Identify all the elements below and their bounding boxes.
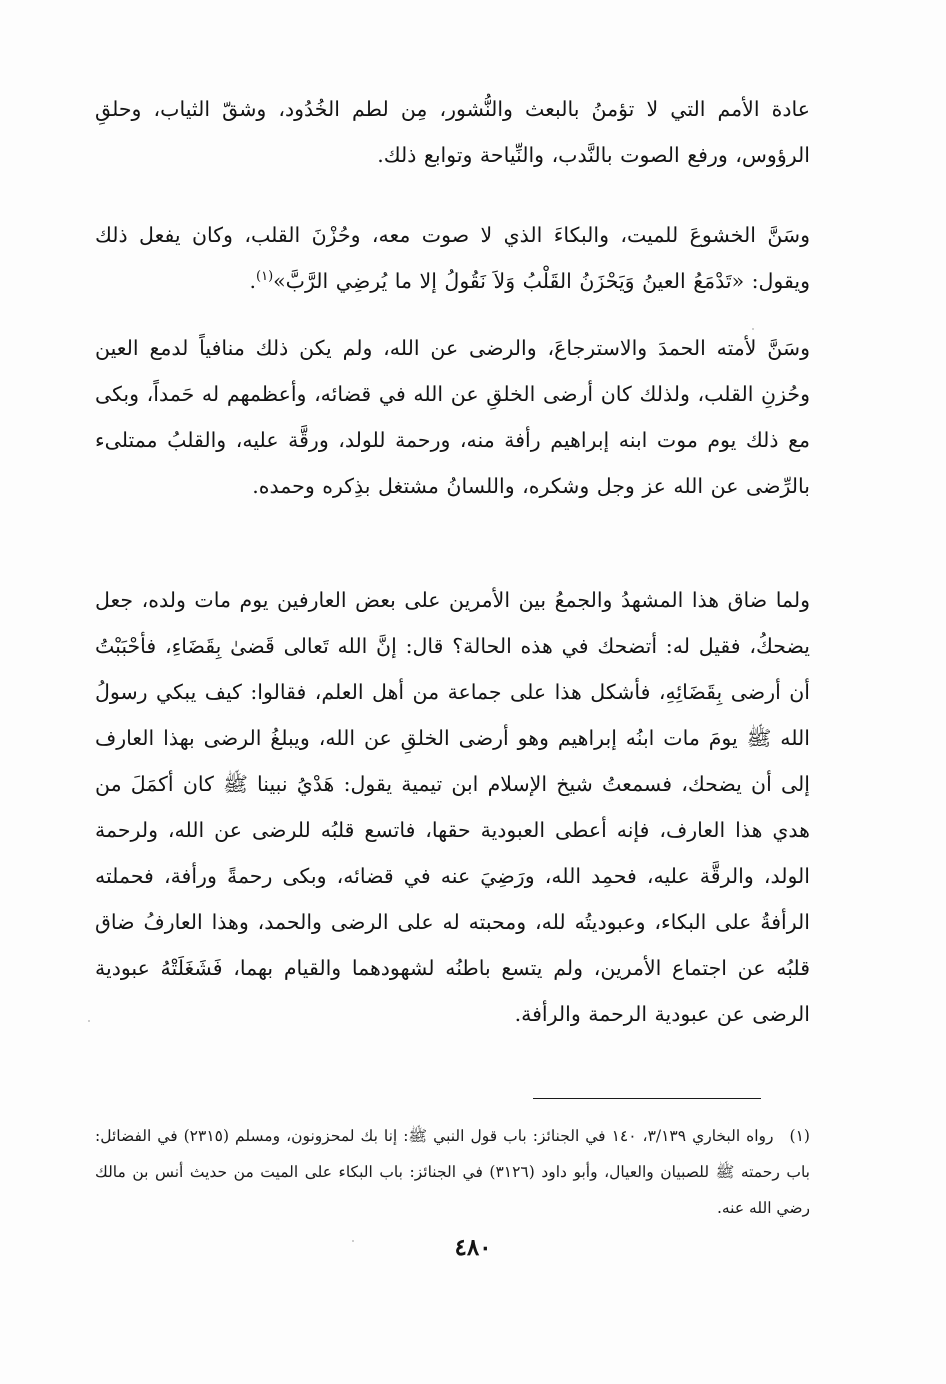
footnote-reference[interactable]: (١) (256, 269, 274, 285)
paragraph-2 (95, 212, 810, 304)
scan-speck (752, 328, 754, 330)
paragraph-1: عادة الأمم التي لا تؤمنُ بالبعث والنُّشور، مِن لطم الخُدُود، وشقّ الثياب، وحلقِ الرؤوس، ورفع الصوت بالنَّدب، والنِّياحة وتوابع ذلك. (95, 97, 810, 167)
footnote-separator (533, 1098, 761, 1099)
scan-speck (88, 1020, 90, 1022)
scan-speck (352, 1240, 354, 1242)
period: . (249, 269, 256, 293)
footnote-number: (١) (789, 1127, 810, 1145)
footnote (95, 1118, 810, 1226)
footnote-text: رواه البخاري ٣/١٣٩، ١٤٠ في الجنائز: باب قول النبي ﷺ: إنا بك لمحزونون، ومسلم (٢٣١٥) في الفضائل: باب رحمته ﷺ للصبيان والعيال، وأبو داود (٣١٢٦) في الجنائز: باب البكاء على الميت من حديث أنس بن مالك رضي الله عنه. (95, 1127, 810, 1217)
paragraph-4: ولما ضاق هذا المشهدُ والجمعُ بين الأمرين على بعض العارفين يوم مات ولده، جعل يضحكُ، فقيل له: أتضحك في هذه الحالة؟ قال: إنَّ الله تَعالى قَضىٰ بِقَضَاءِ، فأحْبَبْتُ أن أرضى بِقَضَائِهِ، فأشكل هذا على جماعة من أهل العلم، فقالوا: كيف يبكي رسولُ الله ﷺ يومَ مات ابنُه إبراهيم وهو أرضى الخلقِ عن الله، ويبلغُ الرضى بهذا العارف إلى أن يضحك، فسمعتُ شيخ الإسلام ابن تيمية يقول: هَدْيُ نبينا ﷺ كان أكمَلَ من هدي هذا العارف، فإنه أعطى العبودية حقها، فاتسع قلبُه للرضى عن الله، ولرحمة الولد، والرقَّة عليه، فحمِد الله، ورَضِيَ عنه في قضائه، وبكى رحمةً ورأفة، فحملته الرأفةُ على البكاء، وعبوديتُه لله، ومحبته له على الرضى والحمد، وهذا العارفُ ضاق قلبُه عن اجتماع الأمرين، ولم يتسع باطنُه لشهودهما والقيام بهما، فَشَغَلَتْهُ عبودية الرضى عن عبودية الرحمة والرأفة. (95, 588, 810, 1026)
page-number: ٤٨٠ (454, 1234, 492, 1261)
paragraph-3: وسَنَّ لأمته الحمدَ والاسترجاعَ، والرضى عن الله، ولم يكن ذلك منافياً لدمع العين وحُزنِ القلب، ولذلك كان أرضى الخلقِ عن الله في قضائه، وأعظمهم له حَمداً، وبكى مع ذلك يوم موت ابنه إبراهيم رأفة منه، ورحمة للولد، ورقَّة عليه، والقلبُ ممتلىء بالرِّضى عن الله عز وجل وشكره، واللسانُ مشتغل بذِكره وحمده. (95, 336, 810, 498)
paragraph-2-text: وسَنَّ الخشوعَ للميت، والبكاءَ الذي لا صوت معه، وحُزْنَ القلب، وكان يفعل ذلك ويقول: «تَدْمَعُ العينُ وَيَحْزَنُ القَلْبُ وَلاَ نَقُولُ إلا ما يُرضِي الرَّبَّ» (95, 223, 810, 293)
